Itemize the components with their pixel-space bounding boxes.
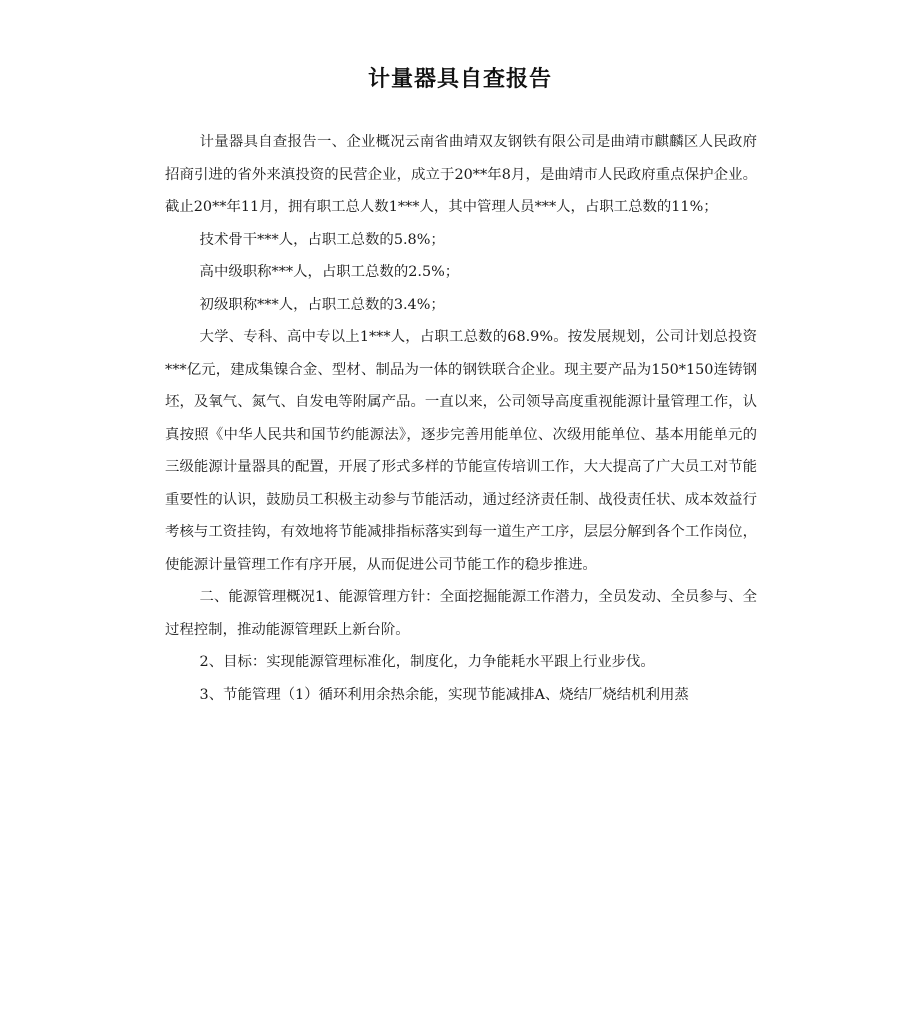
document-body — [165, 126, 757, 711]
paragraph-education-and-plan: 大学、专科、高中专以上1***人，占职工总数的68.9%。按发展规划，公司计划总投资***亿元，建成集镍合金、型材、制品为一体的钢铁联合企业。现主要产品为150*150连铸钢坯，及氧气、氮气、自发电等附属产品。一直以来，公司领导高度重视能源计量管理工作，认真按照《中华人民共和国节约能源法》，逐步完善用能单位、次级用能单位、基本用能单元的三级能源计量器具的配置，开展了形式多样的节能宣传培训工作，大大提高了广大员工对节能重要性的认识，鼓励员工积极主动参与节能活动，通过经济责任制、战役责任状、成本效益行考核与工资挂钩，有效地将节能减排指标落实到每一道生产工序，层层分解到各个工作岗位，使能源计量管理工作有序开展，从而促进公司节能工作的稳步推进。 — [165, 329, 757, 573]
paragraph-company-overview: 计量器具自查报告一、企业概况云南省曲靖双友钢铁有限公司是曲靖市麒麟区人民政府招商引进的省外来滇投资的民营企业，成立于20**年8月，是曲靖市人民政府重点保护企业。截止20**年11月，拥有职工总人数1***人，其中管理人员***人，占职工总数的11%； — [165, 134, 757, 215]
paragraph-senior-titles: 高中级职称***人，占职工总数的2.5%； — [199, 264, 460, 280]
paragraph-energy-saving-management: 3、节能管理（1）循环利用余热余能，实现节能减排A、烧结厂烧结机利用蒸 — [199, 686, 689, 703]
paragraph-technical-staff: 技术骨干***人，占职工总数的5.8%； — [199, 231, 445, 248]
paragraph-energy-management-overview: 二、能源管理概况1、能源管理方针：全面挖掘能源工作潜力，全员发动、全员参与、全过程控制，推动能源管理跃上新台阶。 — [165, 589, 757, 638]
document-title: 计量器具自查报告 — [367, 67, 552, 92]
paragraph-goals: 2、目标：实现能源管理标准化，制度化，力争能耗水平跟上行业步伐。 — [199, 654, 655, 670]
paragraph-junior-titles: 初级职称***人，占职工总数的3.4%； — [199, 296, 445, 313]
